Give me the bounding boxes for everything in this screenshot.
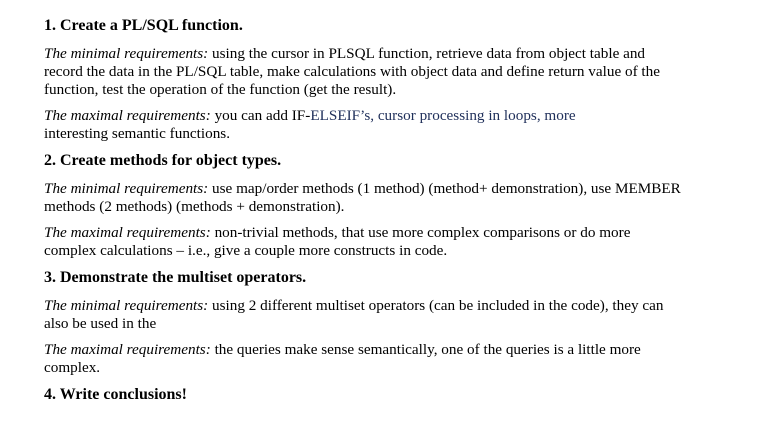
section-2-maximal-text: non-trivial methods, that use more complex comparisons or do more complex calculations – i.e., give a couple more constructs in code. <box>44 224 631 259</box>
section-2-minimal-requirements <box>44 180 684 216</box>
section-3-maximal-requirements <box>44 341 684 377</box>
section-2-maximal-label: The maximal requirements: <box>44 224 211 241</box>
section-1-minimal-requirements <box>44 45 684 99</box>
section-1-maximal-text-b: ELSEIF’s, cursor processing in loops, more <box>310 107 576 124</box>
section-1-maximal-text-c: interesting semantic functions. <box>44 125 231 142</box>
section-2-minimal-label: The minimal requirements: <box>44 180 209 197</box>
section-3-minimal-requirements <box>44 297 684 333</box>
section-2-maximal-requirements <box>44 224 684 260</box>
section-3-heading: 3. Demonstrate the multiset operators. <box>44 269 307 286</box>
section-1-maximal-text-a: you can add IF- <box>210 107 311 124</box>
section-3-minimal-label: The minimal requirements: <box>44 297 209 314</box>
section-1-heading: 1. Create a PL/SQL function. <box>44 17 243 34</box>
section-3-minimal-text: using 2 different multiset operators (can be included in the code), they can also be used in the <box>44 297 664 332</box>
section-1-minimal-text: using the cursor in PLSQL function, retrieve data from object table and record the data in the PL/SQL table, make calculations with object data and define return value of the function, test the operation of the function (get the result). <box>44 45 660 98</box>
section-3-maximal-label: The maximal requirements: <box>44 341 211 358</box>
section-1-minimal-label: The minimal requirements: <box>44 45 209 62</box>
section-1-maximal-label: The maximal requirements: <box>44 107 211 124</box>
section-2-heading: 2. Create methods for object types. <box>44 152 282 169</box>
section-1-maximal-requirements <box>44 107 684 143</box>
section-2-minimal-text: use map/order methods (1 method) (method+ demonstration), use MEMBER methods (2 methods) (methods + demonstration). <box>44 180 681 215</box>
section-4-heading: 4. Write conclusions! <box>44 386 187 403</box>
section-3-maximal-text: the queries make sense semantically, one of the queries is a little more complex. <box>44 341 641 376</box>
